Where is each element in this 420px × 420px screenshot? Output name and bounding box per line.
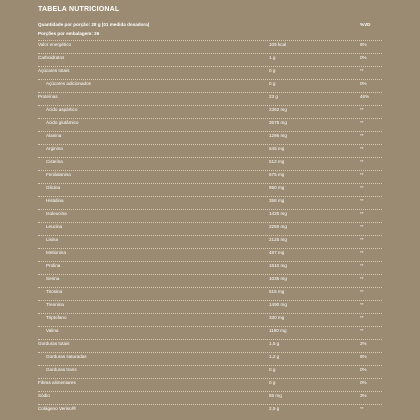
nutrient-name: Prolina <box>46 263 61 268</box>
nutrient-name: Carboidratos <box>38 55 65 60</box>
table-row <box>38 79 382 92</box>
nutrient-amount: 2250 mg <box>269 224 287 229</box>
nutrient-name: Cisteína <box>46 159 63 164</box>
row-divider <box>38 40 382 41</box>
nutrient-vd: ** <box>360 263 364 268</box>
row-divider <box>38 339 382 340</box>
row-divider <box>38 352 382 353</box>
nutrient-name: Leucina <box>46 224 63 229</box>
row-divider <box>38 300 382 301</box>
nutrient-amount: 512 mg <box>269 159 285 164</box>
table-row <box>38 157 382 170</box>
nutrient-name: Ácido glutâmico <box>46 120 79 125</box>
nutrient-amount: 675 mg <box>269 172 285 177</box>
table-row <box>38 131 382 144</box>
table-row <box>38 92 382 105</box>
nutrient-name: Glicina <box>46 185 61 190</box>
table-row <box>38 170 382 183</box>
nutrient-vd: ** <box>360 276 364 281</box>
table-row <box>38 365 382 378</box>
table-row <box>38 66 382 79</box>
table-row <box>38 274 382 287</box>
row-divider <box>38 92 382 93</box>
row-divider <box>38 235 382 236</box>
table-row <box>38 196 382 209</box>
table-row <box>38 378 382 391</box>
row-divider <box>38 248 382 249</box>
table-row <box>38 144 382 157</box>
serving-size <box>38 22 378 27</box>
nutrient-rows <box>38 40 382 417</box>
row-divider <box>38 274 382 275</box>
nutrient-name: Histidina <box>46 198 64 203</box>
nutrient-vd: ** <box>360 211 364 216</box>
table-row <box>38 326 382 339</box>
nutrient-amount: 0 g <box>269 81 276 86</box>
nutrient-vd: 2% <box>360 341 367 346</box>
nutrient-amount: 1190 mg <box>269 328 287 333</box>
nutrient-amount: 487 mg <box>269 250 285 255</box>
nutrient-vd: ** <box>360 185 364 190</box>
nutrient-name: Gorduras saturadas <box>46 354 87 359</box>
nutrient-name: Alanina <box>46 133 62 138</box>
nutrient-vd: ** <box>360 250 364 255</box>
nutrient-name: Colágeno Verisol® <box>38 406 77 411</box>
table-row <box>38 352 382 365</box>
row-divider <box>38 53 382 54</box>
nutrient-amount: 330 mg <box>269 315 285 320</box>
nutrient-name: Triptofano <box>46 315 67 320</box>
nutrient-vd: ** <box>360 237 364 242</box>
table-row <box>38 404 382 417</box>
nutrient-name: Arginina <box>46 146 63 151</box>
nutrient-vd: 0% <box>360 380 367 385</box>
nutrient-name: Gorduras totais <box>38 341 70 346</box>
row-divider <box>38 404 382 405</box>
nutrient-name: Isoleucina <box>46 211 67 216</box>
table-title: TABELA NUTRICIONAL <box>38 6 120 13</box>
nutrient-amount: 0 g <box>269 367 276 372</box>
nutrient-amount: 2362 mg <box>269 107 287 112</box>
table-row <box>38 118 382 131</box>
nutrient-vd: ** <box>360 302 364 307</box>
nutrient-name: Valor energético <box>38 42 72 47</box>
nutrient-name: Ácido aspártico <box>46 107 78 112</box>
portions-per-package: Porções por embalagem: 26 <box>38 31 100 36</box>
row-divider <box>38 131 382 132</box>
table-row <box>38 339 382 352</box>
nutrient-vd: ** <box>360 159 364 164</box>
row-divider <box>38 313 382 314</box>
nutrient-amount: 1490 mg <box>269 302 287 307</box>
table-row <box>38 313 382 326</box>
nutrient-amount: 1,5 g <box>269 341 280 346</box>
nutrient-name: Sódio <box>38 393 50 398</box>
nutrient-amount: 23 g <box>269 94 278 99</box>
table-row <box>38 391 382 404</box>
table-row <box>38 235 382 248</box>
row-divider <box>38 118 382 119</box>
nutrient-name: Metionina <box>46 250 66 255</box>
row-divider <box>38 144 382 145</box>
row-divider <box>38 183 382 184</box>
nutrient-vd: 46% <box>360 94 370 99</box>
nutrient-name: Valina <box>46 328 59 333</box>
nutrient-amount: 645 mg <box>269 146 285 151</box>
nutrient-amount: 950 mg <box>269 185 285 190</box>
nutrient-name: Serina <box>46 276 60 281</box>
nutrient-name: Gorduras trans <box>46 367 77 372</box>
nutrient-amount: 1 g <box>269 55 276 60</box>
nutrient-vd: ** <box>360 315 364 320</box>
nutrient-vd: ** <box>360 120 364 125</box>
nutrient-amount: 615 mg <box>269 289 285 294</box>
row-divider <box>38 261 382 262</box>
nutrient-amount: 3675 mg <box>269 120 287 125</box>
nutrient-vd: ** <box>360 133 364 138</box>
nutrient-vd: 0% <box>360 55 367 60</box>
nutrient-vd: 0% <box>360 367 367 372</box>
nutrient-vd: ** <box>360 146 364 151</box>
row-divider <box>38 287 382 288</box>
table-row <box>38 40 382 53</box>
nutrient-name: Lisina <box>46 237 59 242</box>
nutrient-amount: 0 g <box>269 380 276 385</box>
table-row <box>38 222 382 235</box>
nutrient-name: Tirosina <box>46 289 63 294</box>
table-row <box>38 248 382 261</box>
table-row <box>38 300 382 313</box>
nutrient-vd: ** <box>360 224 364 229</box>
row-divider <box>38 105 382 106</box>
nutrient-name: Treonina <box>46 302 64 307</box>
nutrient-vd: 0% <box>360 81 367 86</box>
table-row <box>38 183 382 196</box>
nutrient-amount: 109 kcal <box>269 42 287 47</box>
row-divider <box>38 365 382 366</box>
nutrient-amount: 1035 mg <box>269 276 287 281</box>
table-row <box>38 209 382 222</box>
nutrient-name: Proteínas <box>38 94 58 99</box>
nutrient-name: Fenilalanina <box>46 172 71 177</box>
table-row <box>38 261 382 274</box>
row-divider <box>38 378 382 379</box>
nutrient-amount: 1295 mg <box>269 133 287 138</box>
row-divider <box>38 222 382 223</box>
nutrient-amount: 2125 mg <box>269 237 287 242</box>
nutrient-amount: 1610 mg <box>269 263 287 268</box>
nutrient-vd: 3% <box>360 393 367 398</box>
nutrient-vd: 6% <box>360 354 367 359</box>
nutrient-name: Fibras alimentares <box>38 380 76 385</box>
nutrient-amount: 55 mg <box>269 393 282 398</box>
row-divider <box>38 79 382 80</box>
nutrient-amount: 1,2 g <box>269 354 280 359</box>
row-divider <box>38 209 382 210</box>
vd-column-header: %VD <box>360 22 371 27</box>
serving-size-text: Quantidade por porção: 28 g (01 medida dosadora) <box>38 22 150 27</box>
nutrient-vd: ** <box>360 406 364 411</box>
nutrient-amount: 0 g <box>269 68 276 73</box>
row-divider <box>38 157 382 158</box>
row-divider <box>38 196 382 197</box>
row-divider <box>38 326 382 327</box>
nutrient-amount: 358 mg <box>269 198 285 203</box>
nutrient-vd: 6% <box>360 42 367 47</box>
nutrient-vd: ** <box>360 68 364 73</box>
nutrient-name: Açúcares adicionados <box>46 81 91 86</box>
nutrient-vd: ** <box>360 328 364 333</box>
nutrient-vd: ** <box>360 289 364 294</box>
nutrient-amount: 1425 mg <box>269 211 287 216</box>
nutrient-name: Açúcares totais <box>38 68 70 73</box>
nutrient-vd: ** <box>360 172 364 177</box>
table-row <box>38 53 382 66</box>
row-divider <box>38 391 382 392</box>
row-divider <box>38 66 382 67</box>
nutrient-vd: ** <box>360 198 364 203</box>
row-divider <box>38 170 382 171</box>
table-row <box>38 287 382 300</box>
table-row <box>38 105 382 118</box>
nutrient-vd: ** <box>360 107 364 112</box>
nutrient-amount: 2,5 g <box>269 406 280 411</box>
